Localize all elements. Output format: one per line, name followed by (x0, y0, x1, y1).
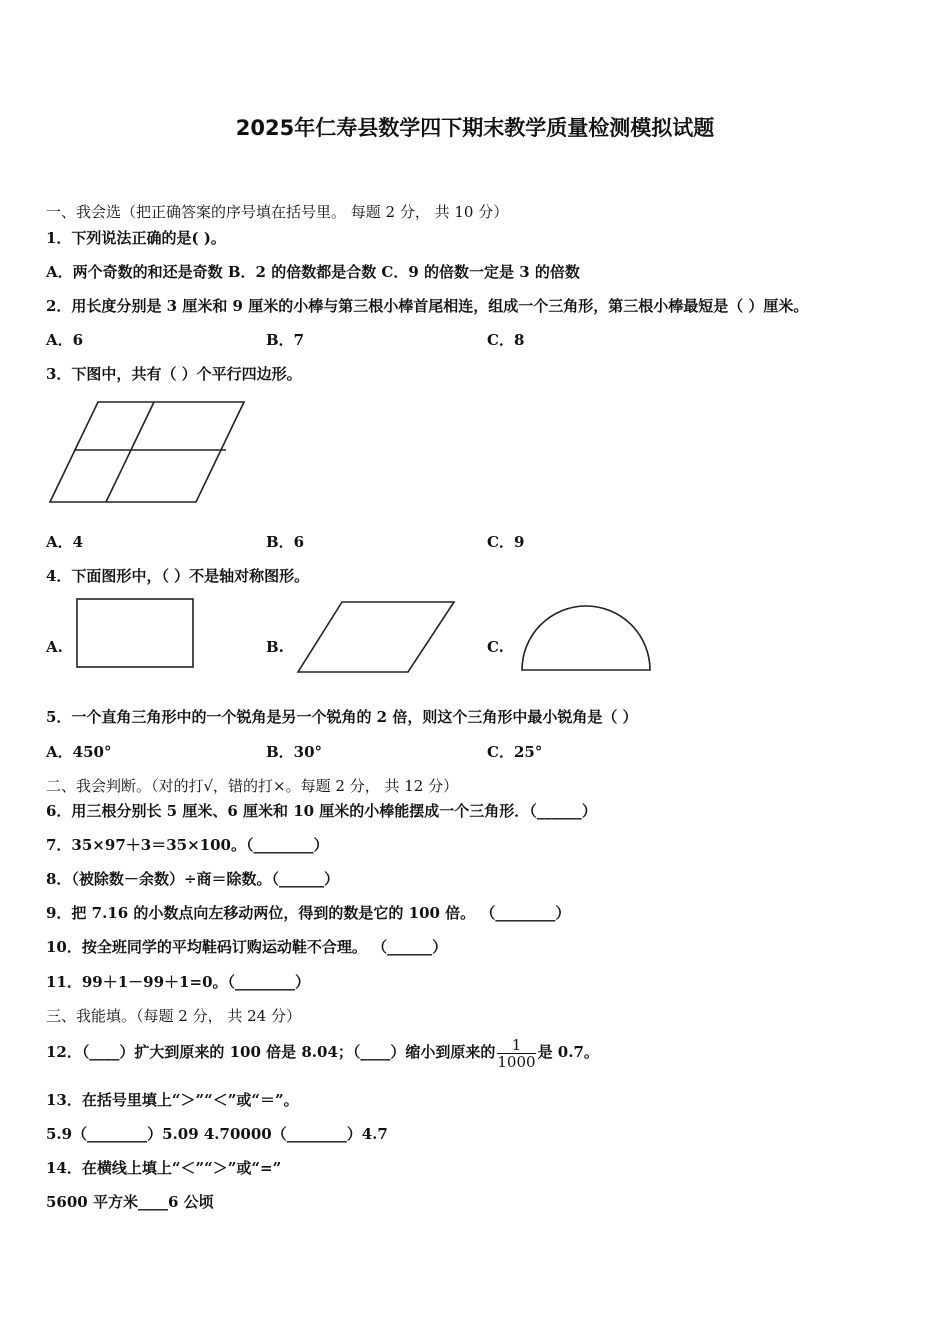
section-1-heading: 一、我会选（把正确答案的序号填在括号里。 每题 2 分， 共 10 分） (46, 203, 509, 221)
question-3-stem: 3．下图中，共有（ ）个平行四边形。 (46, 365, 302, 383)
question-4-option-c: C. (487, 638, 504, 656)
question-4-option-b: B. (266, 638, 284, 656)
question-6: 6．用三根分别长 5 厘米、6 厘米和 10 厘米的小棒能摆成一个三角形．（______） (46, 802, 597, 820)
question-3-option-b: B．6 (266, 533, 305, 551)
question-7: 7．35×97＋3＝35×100。（________） (46, 836, 329, 854)
question-2-option-b: B．7 (266, 331, 305, 349)
question-3-option-a: A．4 (46, 533, 84, 551)
section-2-heading: 二、我会判断。（对的打√，错的打×。每题 2 分， 共 12 分） (46, 777, 459, 795)
question-1-options: A．两个奇数的和还是奇数 B．2 的倍数都是合数 C．9 的倍数一定是 3 的倍数 (46, 263, 580, 281)
question-4-stem: 4．下面图形中，（ ）不是轴对称图形。 (46, 567, 310, 585)
question-4-option-a: A. (46, 638, 63, 656)
question-5-option-a: A．450° (46, 743, 112, 761)
question-5-option-c: C．25° (487, 743, 543, 761)
question-9: 9．把 7.16 的小数点向左移动两位，得到的数是它的 100 倍。 （________） (46, 904, 571, 922)
fraction-numerator: 1 (511, 1035, 522, 1054)
question-13-items: 5.9（________）5.09 4.70000（________）4.7 (46, 1125, 388, 1143)
question-12-text: 12．（____）扩大到原来的 100 倍是 8.04；（____）缩小到原来的 (46, 1043, 496, 1061)
question-11: 11．99＋1－99＋1=0。（________） (46, 973, 311, 991)
question-5-option-b: B．30° (266, 743, 323, 761)
question-5-stem: 5．一个直角三角形中的一个锐角是另一个锐角的 2 倍，则这个三角形中最小锐角是（ ） (46, 708, 638, 726)
question-2-option-a: A．6 (46, 331, 84, 349)
slanted-divider (106, 402, 154, 502)
question-14-items: 5600 平方米____6 公顷 (46, 1193, 214, 1211)
page-title: 2025年仁寿县数学四下期末教学质量检测模拟试题 (235, 116, 715, 140)
rectangle-figure (74, 596, 198, 672)
question-12 (46, 1032, 599, 1072)
question-14-stem: 14．在横线上填上“＜”“＞”或“=” (46, 1159, 282, 1177)
semicircle-figure (518, 602, 656, 674)
section-3-heading: 三、我能填。（每题 2 分， 共 24 分） (46, 1007, 301, 1025)
question-2-stem: 2．用长度分别是 3 厘米和 9 厘米的小棒与第三根小棒首尾相连，组成一个三角形，第三根小棒最短是（ ）厘米。 (46, 297, 809, 315)
question-13-stem: 13．在括号里填上“＞”“＜”或“＝”。 (46, 1091, 299, 1109)
fraction-denominator: 1000 (497, 1052, 536, 1071)
parallelogram-grid-figure (46, 396, 252, 508)
question-2-option-c: C．8 (487, 331, 525, 349)
parallelogram-figure (294, 598, 460, 676)
question-8: 8．（被除数－余数）÷商＝除数。（______） (46, 870, 340, 888)
question-12-tail: 是 0.7。 (537, 1043, 599, 1061)
fraction-one-thousandth (497, 1037, 535, 1070)
question-3-option-c: C．9 (487, 533, 525, 551)
question-10: 10．按全班同学的平均鞋码订购运动鞋不合理。 （______） (46, 938, 448, 956)
question-1-stem: 1．下列说法正确的是( )。 (46, 229, 226, 247)
